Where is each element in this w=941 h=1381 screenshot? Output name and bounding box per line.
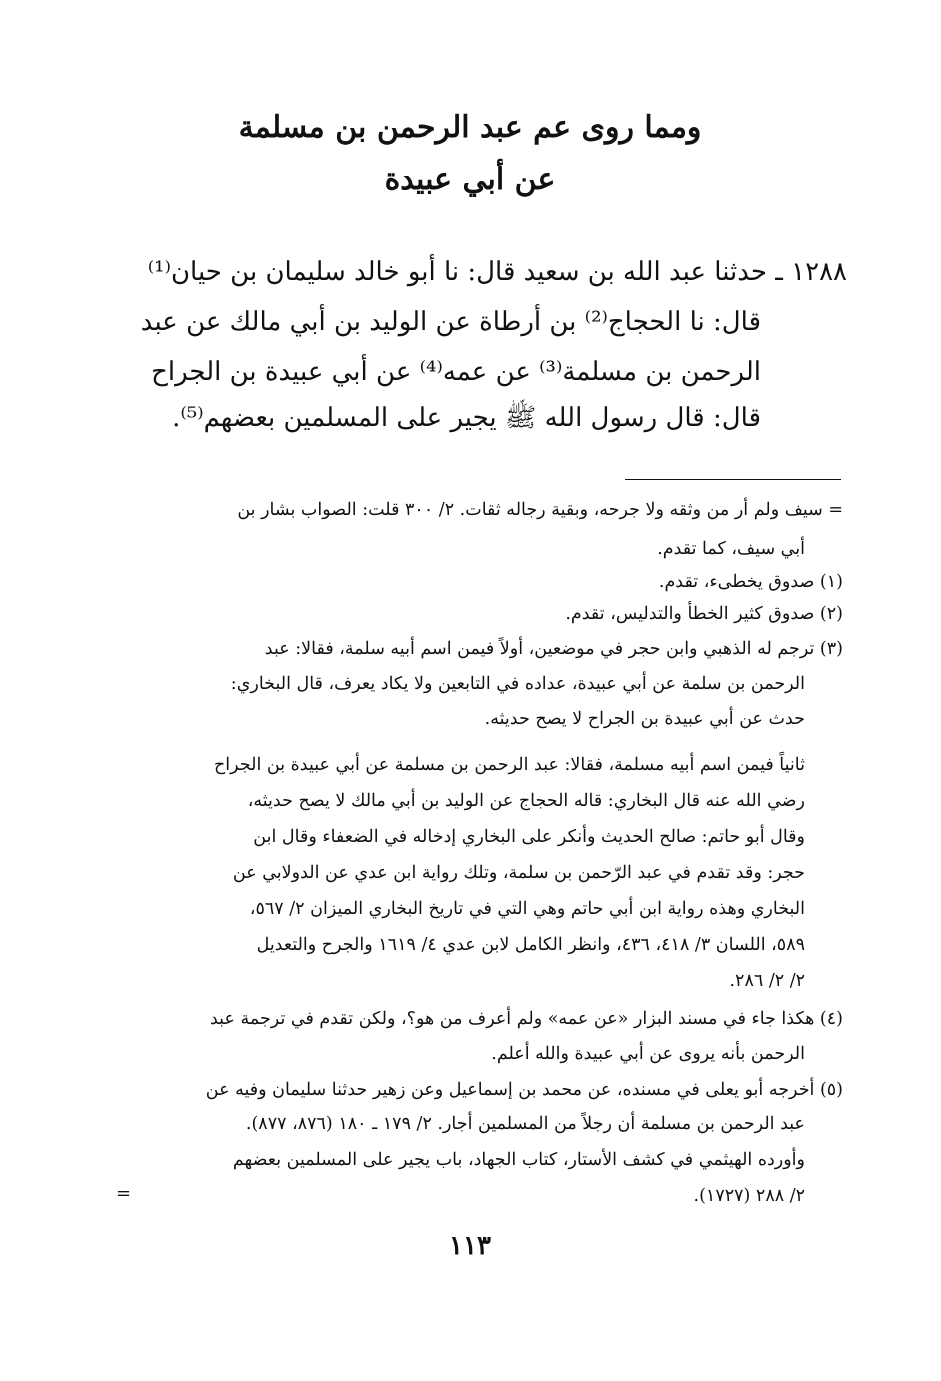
hadith-line: ١٢٨٨ ـ حدثنا عبد الله بن سعيد قال: نا أبو خالد سليمان بن حيان⁽¹⁾: [147, 257, 847, 287]
footnote-line: أبي سيف، كما تقدم.: [657, 539, 805, 559]
footnote-line: حدث عن أبي عبيدة بن الجراح لا يصح حديثه.: [484, 709, 805, 729]
chapter-heading-line-2: عن أبي عبيدة: [384, 162, 556, 197]
footnote-line: حجر: وقد تقدم في عبد الرّحمن بن سلمة، وتلك رواية ابن عدي عن الدولابي عن: [232, 863, 805, 883]
footnote-line: ٥٨٩، اللسان ٣/ ٤١٨، ٤٣٦، وانظر الكامل لابن عدي ٤/ ١٦١٩ والجرح والتعديل: [256, 935, 805, 955]
footnote-line: (١) صدوق يخطىء، تقدم.: [658, 572, 843, 592]
chapter-heading-line-1: ومما روى عم عبد الرحمن بن مسلمة: [238, 110, 702, 145]
footnote-line: ٢/ ٢٨٨ (١٧٢٧).: [693, 1186, 805, 1206]
hadith-line: الرحمن بن مسلمة⁽³⁾ عن عمه⁽⁴⁾ عن أبي عبيدة بن الجراح: [151, 357, 761, 387]
continuation-mark: =: [116, 1183, 132, 1204]
footnote-line: الرحمن بأنه يروى عن أبي عبيدة والله أعلم.: [491, 1044, 805, 1064]
footnote-line: ثانياً فيمن اسم أبيه مسلمة، فقالا: عبد الرحمن بن مسلمة عن أبي عبيدة بن الجراح: [214, 755, 805, 775]
footnote-line: (٥) أخرجه أبو يعلى في مسنده، عن محمد بن إسماعيل وعن زهير حدثنا سليمان وفيه عن: [205, 1080, 843, 1100]
footnote-separator: [625, 479, 841, 480]
footnote-line: = سيف ولم أر من وثقه ولا جرحه، وبقية رجاله ثقات. ٢/ ٣٠٠ قلت: الصواب بشار بن: [237, 500, 843, 520]
footnote-line: (٢) صدوق كثير الخطأ والتدليس، تقدم.: [565, 604, 843, 624]
page-number: ١١٣: [449, 1231, 491, 1261]
footnote-line: وأورده الهيثمي في كشف الأستار، كتاب الجهاد، باب يجير على المسلمين بعضهم: [232, 1150, 805, 1170]
footnote-line: (٤) هكذا جاء في مسند البزار «عن عمه» ولم أعرف من هو؟، ولكن تقدم في ترجمة عبد: [210, 1009, 843, 1029]
footnote-line: عبد الرحمن بن مسلمة أن رجلاً من المسلمين أجار. ٢/ ١٧٩ ـ ١٨٠ (٨٧٦، ٨٧٧).: [245, 1114, 805, 1134]
hadith-line: قال: قال رسول الله ﷺ يجير على المسلمين بعضهم⁽⁵⁾.: [172, 403, 761, 433]
hadith-line: قال: نا الحجاج⁽²⁾ بن أرطاة عن الوليد بن أبي مالك عن عبد: [140, 307, 761, 337]
footnote-line: الرحمن بن سلمة عن أبي عبيدة، عداده في التابعين ولا يكاد يعرف، قال البخاري:: [230, 674, 805, 694]
footnote-line: البخاري وهذه رواية ابن أبي حاتم وهي التي في تاريخ البخاري الميزان ٢/ ٥٦٧،: [249, 899, 805, 919]
footnote-line: ٢/ ٢/ ٢٨٦.: [729, 971, 805, 991]
footnote-line: رضي الله عنه قال البخاري: قاله الحجاج عن الوليد بن أبي مالك لا يصح حديثه،: [247, 791, 805, 811]
footnote-line: وقال أبو حاتم: صالح الحديث وأنكر على البخاري إدخاله في الضعفاء وقال ابن: [253, 827, 805, 847]
footnote-line: (٣) ترجم له الذهبي وابن حجر في موضعين، أولاً فيمن اسم أبيه سلمة، فقالا: عبد: [264, 639, 843, 659]
